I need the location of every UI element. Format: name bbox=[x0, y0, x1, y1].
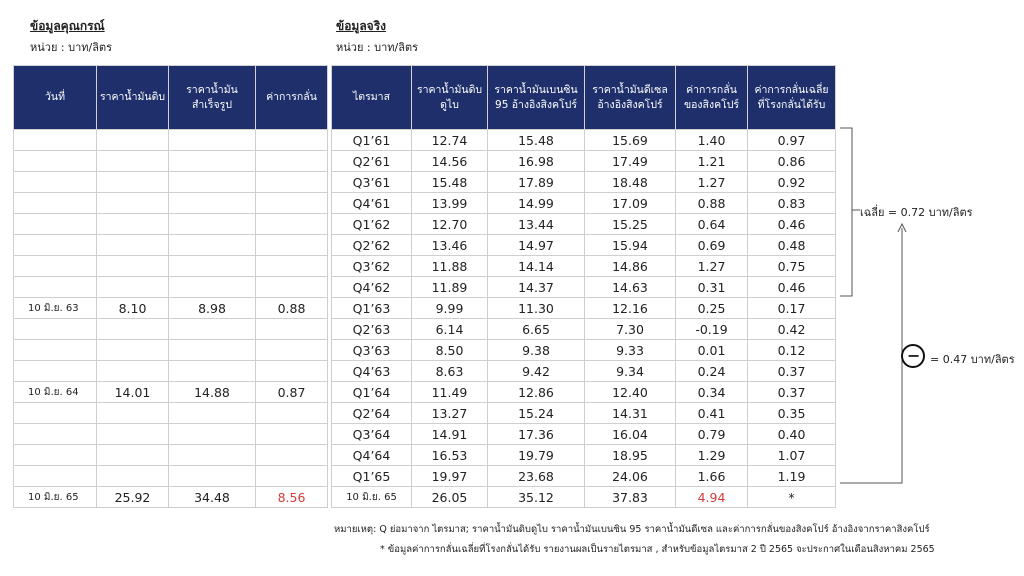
refinery-avg-margin-cell: * bbox=[748, 487, 836, 508]
quarter-cell: Q1’61 bbox=[332, 130, 412, 151]
diesel-cell: 12.40 bbox=[585, 382, 676, 403]
refinery-avg-margin-cell: 0.48 bbox=[748, 235, 836, 256]
gasoline95-cell: 14.37 bbox=[488, 277, 585, 298]
margin-cell: 0.87 bbox=[256, 382, 328, 403]
dubai-crude-cell: 16.53 bbox=[412, 445, 488, 466]
diesel-cell: 18.95 bbox=[585, 445, 676, 466]
gasoline95-cell: 15.24 bbox=[488, 403, 585, 424]
dubai-crude-cell: 6.14 bbox=[412, 319, 488, 340]
quarter-cell: Q3’63 bbox=[332, 340, 412, 361]
quarter-cell: Q1’63 bbox=[332, 298, 412, 319]
refinery-avg-margin-cell: 0.46 bbox=[748, 214, 836, 235]
diesel-cell: 15.69 bbox=[585, 130, 676, 151]
header-crude-price: ราคาน้ำมันดิบ bbox=[97, 66, 169, 130]
singapore-margin-cell: 0.88 bbox=[676, 193, 748, 214]
average-annotation: เฉลี่ย = 0.72 บาท/ลิตร bbox=[860, 206, 973, 219]
header-date: วันที่ bbox=[14, 66, 97, 130]
singapore-margin-cell: -0.19 bbox=[676, 319, 748, 340]
singapore-margin-cell: 1.66 bbox=[676, 466, 748, 487]
footnote-1: หมายเหตุ: Q ย่อมาจาก ไตรมาส; ราคาน้ำมันดิบดูไบ ราคาน้ำมันเบนซิน 95 ราคาน้ำมันดีเซล และค่าการกลั่นของสิงคโปร์ อ้างอิงจากราคาสิงคโปร์ bbox=[334, 524, 930, 535]
header-refined-price: ราคาน้ำมัน สำเร็จรูป bbox=[169, 66, 256, 130]
gasoline95-cell: 16.98 bbox=[488, 151, 585, 172]
refinery-avg-margin-cell: 0.86 bbox=[748, 151, 836, 172]
header-gasoline95: ราคาน้ำมันเบนซิน 95 อ้างอิงสิงคโปร์ bbox=[488, 66, 585, 130]
singapore-margin-cell: 0.31 bbox=[676, 277, 748, 298]
crude-cell: 25.92 bbox=[97, 487, 169, 508]
actual-unit: หน่วย : บาท/ลิตร bbox=[336, 41, 419, 54]
quarter-cell: Q2’63 bbox=[332, 319, 412, 340]
quarter-cell: Q2’61 bbox=[332, 151, 412, 172]
singapore-margin-cell: 1.40 bbox=[676, 130, 748, 151]
diesel-cell: 17.09 bbox=[585, 193, 676, 214]
diesel-cell: 16.04 bbox=[585, 424, 676, 445]
gasoline95-cell: 14.99 bbox=[488, 193, 585, 214]
dubai-crude-cell: 12.74 bbox=[412, 130, 488, 151]
diesel-cell: 14.63 bbox=[585, 277, 676, 298]
refinery-avg-margin-cell: 0.46 bbox=[748, 277, 836, 298]
quarter-cell: Q4’62 bbox=[332, 277, 412, 298]
refinery-avg-margin-cell: 0.35 bbox=[748, 403, 836, 424]
gasoline95-cell: 13.44 bbox=[488, 214, 585, 235]
dubai-crude-cell: 12.70 bbox=[412, 214, 488, 235]
date-cell: 10 มิ.ย. 64 bbox=[14, 382, 97, 403]
gasoline95-cell: 9.38 bbox=[488, 340, 585, 361]
header-singapore-margin: ค่าการกลั่น ของสิงคโปร์ bbox=[676, 66, 748, 130]
quarter-cell: Q1’65 bbox=[332, 466, 412, 487]
header-diesel: ราคาน้ำมันดีเซล อ้างอิงสิงคโปร์ bbox=[585, 66, 676, 130]
margin-cell: 8.56 bbox=[256, 487, 328, 508]
diesel-cell: 14.31 bbox=[585, 403, 676, 424]
refinery-avg-margin-cell: 1.19 bbox=[748, 466, 836, 487]
quarter-cell: Q3’62 bbox=[332, 256, 412, 277]
dubai-crude-cell: 13.99 bbox=[412, 193, 488, 214]
refinery-avg-margin-cell: 1.07 bbox=[748, 445, 836, 466]
quarter-cell: Q2’64 bbox=[332, 403, 412, 424]
gasoline95-cell: 6.65 bbox=[488, 319, 585, 340]
gasoline95-cell: 15.48 bbox=[488, 130, 585, 151]
dubai-crude-cell: 14.91 bbox=[412, 424, 488, 445]
diesel-cell: 14.86 bbox=[585, 256, 676, 277]
refinery-avg-margin-cell: 0.37 bbox=[748, 361, 836, 382]
quarter-cell: Q1’62 bbox=[332, 214, 412, 235]
refined-cell: 34.48 bbox=[169, 487, 256, 508]
singapore-margin-cell: 4.94 bbox=[676, 487, 748, 508]
refinery-avg-margin-cell: 0.75 bbox=[748, 256, 836, 277]
singapore-margin-cell: 0.24 bbox=[676, 361, 748, 382]
quarter-cell: Q3’64 bbox=[332, 424, 412, 445]
dubai-crude-cell: 13.27 bbox=[412, 403, 488, 424]
gasoline95-cell: 17.36 bbox=[488, 424, 585, 445]
quarter-cell: Q2’62 bbox=[332, 235, 412, 256]
header-dubai-crude: ราคาน้ำมันดิบ ดูไบ bbox=[412, 66, 488, 130]
dubai-crude-cell: 26.05 bbox=[412, 487, 488, 508]
dubai-crude-cell: 19.97 bbox=[412, 466, 488, 487]
dubai-crude-cell: 15.48 bbox=[412, 172, 488, 193]
refined-cell: 14.88 bbox=[169, 382, 256, 403]
singapore-margin-cell: 1.21 bbox=[676, 151, 748, 172]
dubai-crude-cell: 8.63 bbox=[412, 361, 488, 382]
refinery-avg-margin-cell: 0.12 bbox=[748, 340, 836, 361]
diesel-cell: 18.48 bbox=[585, 172, 676, 193]
quarter-cell: Q4’64 bbox=[332, 445, 412, 466]
refinery-avg-margin-cell: 0.17 bbox=[748, 298, 836, 319]
refinery-avg-margin-cell: 0.42 bbox=[748, 319, 836, 340]
singapore-margin-cell: 0.34 bbox=[676, 382, 748, 403]
diesel-cell: 17.49 bbox=[585, 151, 676, 172]
gasoline95-cell: 17.89 bbox=[488, 172, 585, 193]
header-quarter: ไตรมาส bbox=[332, 66, 412, 130]
singapore-margin-cell: 0.69 bbox=[676, 235, 748, 256]
singapore-margin-cell: 1.27 bbox=[676, 256, 748, 277]
header-refinery-avg-margin: ค่าการกลั่นเฉลี่ย ที่โรงกลั่นได้รับ bbox=[748, 66, 836, 130]
dubai-crude-cell: 11.88 bbox=[412, 256, 488, 277]
quarter-cell: Q3’61 bbox=[332, 172, 412, 193]
diesel-cell: 24.06 bbox=[585, 466, 676, 487]
dubai-crude-cell: 9.99 bbox=[412, 298, 488, 319]
dubai-crude-cell: 11.89 bbox=[412, 277, 488, 298]
assumption-unit: หน่วย : บาท/ลิตร bbox=[30, 41, 113, 54]
quarter-cell: 10 มิ.ย. 65 bbox=[332, 487, 412, 508]
gasoline95-cell: 23.68 bbox=[488, 466, 585, 487]
refinery-avg-margin-cell: 0.37 bbox=[748, 382, 836, 403]
singapore-margin-cell: 0.01 bbox=[676, 340, 748, 361]
dubai-crude-cell: 13.46 bbox=[412, 235, 488, 256]
assumption-title: ข้อมูลคุณกรณ์ bbox=[30, 19, 105, 33]
gasoline95-cell: 19.79 bbox=[488, 445, 585, 466]
footnote-2: * ข้อมูลค่าการกลั่นเฉลี่ยที่โรงกลั่นได้รับ รายงานผลเป็นรายไตรมาส , สำหรับข้อมูลไตรมาส 2 ปี 2565 จะประกาศในเดือนสิงหาคม 2565 bbox=[380, 544, 935, 555]
header-refining-margin: ค่าการกลั่น bbox=[256, 66, 328, 130]
singapore-margin-cell: 0.79 bbox=[676, 424, 748, 445]
dubai-crude-cell: 11.49 bbox=[412, 382, 488, 403]
margin-cell: 0.88 bbox=[256, 298, 328, 319]
date-cell: 10 มิ.ย. 65 bbox=[14, 487, 97, 508]
refined-cell: 8.98 bbox=[169, 298, 256, 319]
diesel-cell: 37.83 bbox=[585, 487, 676, 508]
quarter-cell: Q4’61 bbox=[332, 193, 412, 214]
diesel-cell: 15.94 bbox=[585, 235, 676, 256]
singapore-margin-cell: 1.29 bbox=[676, 445, 748, 466]
diesel-cell: 9.34 bbox=[585, 361, 676, 382]
quarter-cell: Q4’63 bbox=[332, 361, 412, 382]
gasoline95-cell: 11.30 bbox=[488, 298, 585, 319]
crude-cell: 8.10 bbox=[97, 298, 169, 319]
difference-annotation: = 0.47 บาท/ลิตร bbox=[930, 353, 1015, 366]
dubai-crude-cell: 14.56 bbox=[412, 151, 488, 172]
refinery-avg-margin-cell: 0.83 bbox=[748, 193, 836, 214]
dubai-crude-cell: 8.50 bbox=[412, 340, 488, 361]
refinery-avg-margin-cell: 0.40 bbox=[748, 424, 836, 445]
diesel-cell: 9.33 bbox=[585, 340, 676, 361]
gasoline95-cell: 14.97 bbox=[488, 235, 585, 256]
singapore-margin-cell: 0.41 bbox=[676, 403, 748, 424]
singapore-margin-cell: 0.25 bbox=[676, 298, 748, 319]
gasoline95-cell: 14.14 bbox=[488, 256, 585, 277]
minus-icon: − bbox=[907, 346, 921, 365]
quarter-cell: Q1’64 bbox=[332, 382, 412, 403]
diesel-cell: 7.30 bbox=[585, 319, 676, 340]
crude-cell: 14.01 bbox=[97, 382, 169, 403]
singapore-margin-cell: 0.64 bbox=[676, 214, 748, 235]
singapore-margin-cell: 1.27 bbox=[676, 172, 748, 193]
date-cell: 10 มิ.ย. 63 bbox=[14, 298, 97, 319]
refinery-avg-margin-cell: 0.97 bbox=[748, 130, 836, 151]
gasoline95-cell: 12.86 bbox=[488, 382, 585, 403]
refinery-avg-margin-cell: 0.92 bbox=[748, 172, 836, 193]
gasoline95-cell: 9.42 bbox=[488, 361, 585, 382]
actual-title: ข้อมูลจริง bbox=[336, 19, 387, 33]
diesel-cell: 12.16 bbox=[585, 298, 676, 319]
diesel-cell: 15.25 bbox=[585, 214, 676, 235]
gasoline95-cell: 35.12 bbox=[488, 487, 585, 508]
